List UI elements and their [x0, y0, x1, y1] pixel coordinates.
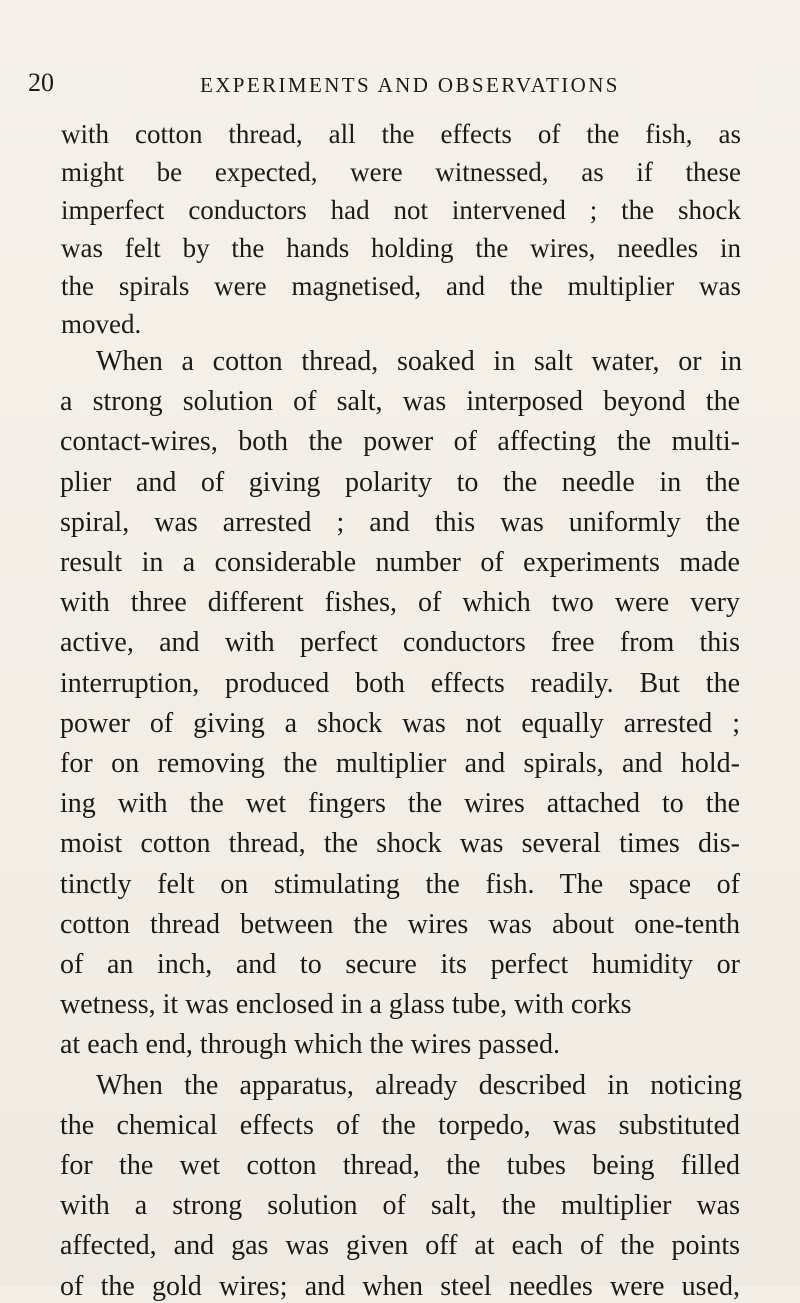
text-line: active, and with perfect conductors free from this: [60, 627, 740, 658]
text-line: of an inch, and to secure its perfect humidity or: [60, 949, 740, 980]
text-line: affected, and gas was given off at each of the points: [60, 1230, 740, 1261]
text-line: at each end, through which the wires passed.: [60, 1029, 560, 1060]
text-line: imperfect conductors had not intervened ; the shock: [61, 195, 741, 225]
text-line: of the gold wires; and when steel needles were used,: [60, 1271, 740, 1302]
text-line: with three different fishes, of which two were very: [60, 587, 740, 618]
text-line: interruption, produced both effects readily. But the: [60, 668, 740, 699]
text-line: plier and of giving polarity to the needle in the: [60, 467, 740, 498]
text-line: cotton thread between the wires was about one-tenth: [60, 909, 740, 940]
text-line: moist cotton thread, the shock was several times dis-: [60, 828, 740, 859]
text-line: spiral, was arrested ; and this was uniformly the: [60, 507, 740, 538]
text-line: with a strong solution of salt, the multiplier was: [60, 1190, 740, 1221]
text-line: tinctly felt on stimulating the fish. The space of: [60, 869, 740, 900]
text-line: might be expected, were witnessed, as if these: [61, 157, 741, 187]
text-line: for on removing the multiplier and spirals, and hold-: [60, 748, 740, 779]
text-line: contact-wires, both the power of affecting the multi-: [60, 426, 740, 457]
text-line: ing with the wet fingers the wires attached to the: [60, 788, 740, 819]
text-line: When a cotton thread, soaked in salt water, or in: [96, 346, 742, 377]
page-number: 20: [28, 68, 54, 97]
text-line: wetness, it was enclosed in a glass tube, with corks: [60, 989, 632, 1020]
running-head: EXPERIMENTS AND OBSERVATIONS: [200, 73, 620, 97]
text-line: moved.: [61, 309, 142, 339]
text-line: for the wet cotton thread, the tubes being filled: [60, 1150, 740, 1181]
text-line: with cotton thread, all the effects of the fish, as: [61, 119, 741, 149]
text-line: result in a considerable number of experiments made: [60, 547, 740, 578]
text-line: was felt by the hands holding the wires, needles in: [61, 233, 741, 263]
text-line: power of giving a shock was not equally arrested ;: [60, 708, 740, 739]
text-line: the spirals were magnetised, and the multiplier was: [61, 271, 741, 301]
text-line: a strong solution of salt, was interposed beyond the: [60, 386, 740, 417]
text-line: the chemical effects of the torpedo, was substituted: [60, 1110, 740, 1141]
text-line: When the apparatus, already described in noticing: [96, 1070, 742, 1101]
